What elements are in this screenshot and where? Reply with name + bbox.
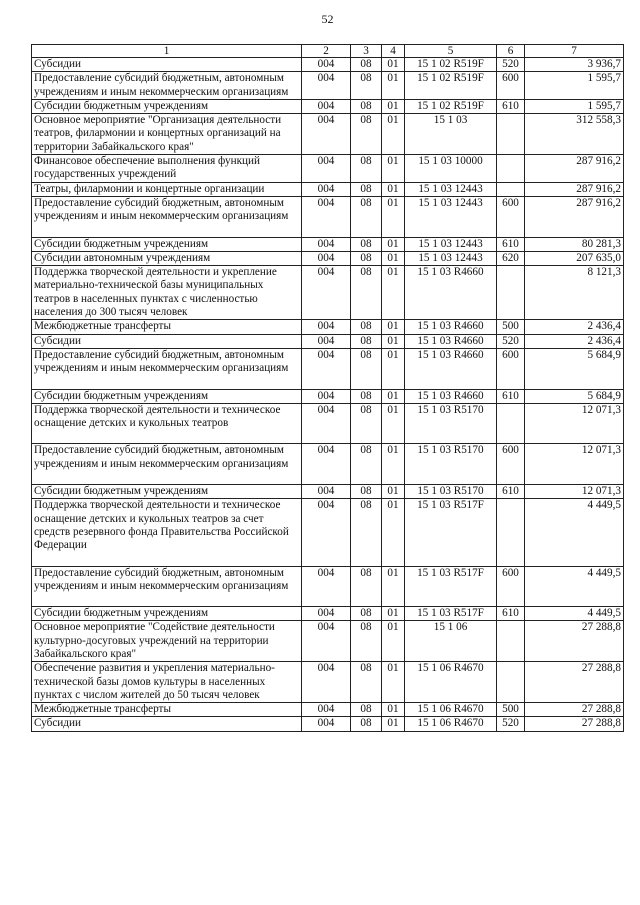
row-target-code: 15 1 03 R4660 bbox=[405, 334, 497, 348]
table-row bbox=[32, 607, 624, 621]
row-expense-type bbox=[497, 155, 525, 183]
table-row bbox=[32, 237, 624, 251]
row-subsection-code: 01 bbox=[382, 196, 405, 237]
row-admin-code: 004 bbox=[302, 717, 351, 731]
row-expense-type: 500 bbox=[497, 320, 525, 334]
row-admin-code: 004 bbox=[302, 621, 351, 662]
row-amount: 27 288,8 bbox=[525, 621, 624, 662]
row-admin-code: 004 bbox=[302, 114, 351, 155]
row-name: Поддержка творческой деятельности и техническое оснащение детских и кукольных театров за счет средств резервного фонда Правительства Российской Федерации bbox=[32, 499, 302, 566]
row-name: Предоставление субсидий бюджетным, автономным учреждениям и иным некоммерческим организациям bbox=[32, 196, 302, 237]
table-row bbox=[32, 403, 624, 444]
row-amount: 27 288,8 bbox=[525, 703, 624, 717]
row-name: Субсидии бюджетным учреждениям bbox=[32, 485, 302, 499]
row-amount: 2 436,4 bbox=[525, 320, 624, 334]
row-name: Финансовое обеспечение выполнения функций государственных учреждений bbox=[32, 155, 302, 183]
row-expense-type: 520 bbox=[497, 334, 525, 348]
row-expense-type: 600 bbox=[497, 348, 525, 389]
row-amount: 207 635,0 bbox=[525, 251, 624, 265]
table-row bbox=[32, 499, 624, 566]
row-subsection-code: 01 bbox=[382, 99, 405, 113]
col-header: 6 bbox=[497, 45, 525, 58]
row-target-code: 15 1 03 R4660 bbox=[405, 348, 497, 389]
row-section-code: 08 bbox=[351, 717, 382, 731]
row-name: Поддержка творческой деятельности и укрепление материально-технической базы муниципальных театров в населенных пунктах с численностью населения до 300 тысяч человек bbox=[32, 266, 302, 320]
col-header: 5 bbox=[405, 45, 497, 58]
row-subsection-code: 01 bbox=[382, 334, 405, 348]
row-target-code: 15 1 03 12443 bbox=[405, 182, 497, 196]
row-expense-type: 600 bbox=[497, 566, 525, 607]
row-expense-type: 600 bbox=[497, 444, 525, 485]
row-name: Субсидии бюджетным учреждениям bbox=[32, 389, 302, 403]
row-subsection-code: 01 bbox=[382, 621, 405, 662]
row-name: Межбюджетные трансферты bbox=[32, 320, 302, 334]
row-target-code: 15 1 06 R4670 bbox=[405, 717, 497, 731]
row-target-code: 15 1 03 R5170 bbox=[405, 403, 497, 444]
row-admin-code: 004 bbox=[302, 403, 351, 444]
row-expense-type bbox=[497, 266, 525, 320]
row-subsection-code: 01 bbox=[382, 114, 405, 155]
row-name: Основное мероприятие "Организация деятельности театров, филармонии и концертных организаций на территории Забайкальского края" bbox=[32, 114, 302, 155]
row-subsection-code: 01 bbox=[382, 444, 405, 485]
row-expense-type: 600 bbox=[497, 72, 525, 100]
row-subsection-code: 01 bbox=[382, 348, 405, 389]
row-expense-type: 620 bbox=[497, 251, 525, 265]
row-amount: 4 449,5 bbox=[525, 607, 624, 621]
row-amount: 5 684,9 bbox=[525, 389, 624, 403]
row-subsection-code: 01 bbox=[382, 251, 405, 265]
row-admin-code: 004 bbox=[302, 251, 351, 265]
row-subsection-code: 01 bbox=[382, 58, 405, 72]
row-subsection-code: 01 bbox=[382, 485, 405, 499]
row-subsection-code: 01 bbox=[382, 237, 405, 251]
table-row bbox=[32, 444, 624, 485]
row-target-code: 15 1 03 R4660 bbox=[405, 320, 497, 334]
row-name: Предоставление субсидий бюджетным, автономным учреждениям и иным некоммерческим организациям bbox=[32, 348, 302, 389]
row-admin-code: 004 bbox=[302, 182, 351, 196]
budget-table bbox=[31, 44, 624, 732]
row-name: Межбюджетные трансферты bbox=[32, 703, 302, 717]
row-target-code: 15 1 03 10000 bbox=[405, 155, 497, 183]
row-target-code: 15 1 03 12443 bbox=[405, 251, 497, 265]
row-amount: 8 121,3 bbox=[525, 266, 624, 320]
row-section-code: 08 bbox=[351, 251, 382, 265]
table-row bbox=[32, 251, 624, 265]
row-admin-code: 004 bbox=[302, 58, 351, 72]
row-admin-code: 004 bbox=[302, 72, 351, 100]
row-subsection-code: 01 bbox=[382, 72, 405, 100]
row-target-code: 15 1 03 12443 bbox=[405, 237, 497, 251]
row-target-code: 15 1 06 bbox=[405, 621, 497, 662]
table-row bbox=[32, 662, 624, 703]
table-row bbox=[32, 196, 624, 237]
row-expense-type: 520 bbox=[497, 58, 525, 72]
row-target-code: 15 1 02 R519F bbox=[405, 58, 497, 72]
row-target-code: 15 1 03 12443 bbox=[405, 196, 497, 237]
row-admin-code: 004 bbox=[302, 566, 351, 607]
row-admin-code: 004 bbox=[302, 155, 351, 183]
row-section-code: 08 bbox=[351, 72, 382, 100]
row-section-code: 08 bbox=[351, 237, 382, 251]
row-name: Предоставление субсидий бюджетным, автономным учреждениям и иным некоммерческим организациям bbox=[32, 444, 302, 485]
row-target-code: 15 1 03 R5170 bbox=[405, 485, 497, 499]
row-expense-type bbox=[497, 499, 525, 566]
row-subsection-code: 01 bbox=[382, 389, 405, 403]
row-name: Субсидии бюджетным учреждениям bbox=[32, 607, 302, 621]
row-expense-type: 610 bbox=[497, 389, 525, 403]
row-section-code: 08 bbox=[351, 114, 382, 155]
row-subsection-code: 01 bbox=[382, 403, 405, 444]
row-expense-type bbox=[497, 621, 525, 662]
row-admin-code: 004 bbox=[302, 320, 351, 334]
row-amount: 27 288,8 bbox=[525, 717, 624, 731]
row-name: Поддержка творческой деятельности и техническое оснащение детских и кукольных театров bbox=[32, 403, 302, 444]
row-amount: 27 288,8 bbox=[525, 662, 624, 703]
row-admin-code: 004 bbox=[302, 389, 351, 403]
row-subsection-code: 01 bbox=[382, 320, 405, 334]
table-row bbox=[32, 348, 624, 389]
table-row bbox=[32, 72, 624, 100]
row-section-code: 08 bbox=[351, 566, 382, 607]
table-row bbox=[32, 703, 624, 717]
row-target-code: 15 1 03 R517F bbox=[405, 566, 497, 607]
row-target-code: 15 1 02 R519F bbox=[405, 99, 497, 113]
col-header: 3 bbox=[351, 45, 382, 58]
row-subsection-code: 01 bbox=[382, 717, 405, 731]
table-row bbox=[32, 566, 624, 607]
header-row bbox=[32, 45, 624, 58]
row-admin-code: 004 bbox=[302, 703, 351, 717]
row-amount: 3 936,7 bbox=[525, 58, 624, 72]
row-subsection-code: 01 bbox=[382, 703, 405, 717]
table-row bbox=[32, 621, 624, 662]
row-name: Основное мероприятие "Содействие деятельности культурно-досуговых учреждений на территории Забайкальского края" bbox=[32, 621, 302, 662]
row-name: Предоставление субсидий бюджетным, автономным учреждениям и иным некоммерческим организациям bbox=[32, 72, 302, 100]
table-row bbox=[32, 266, 624, 320]
table-row bbox=[32, 182, 624, 196]
row-subsection-code: 01 bbox=[382, 499, 405, 566]
page-number: 52 bbox=[321, 12, 334, 26]
row-admin-code: 004 bbox=[302, 662, 351, 703]
row-subsection-code: 01 bbox=[382, 182, 405, 196]
row-name: Субсидии bbox=[32, 717, 302, 731]
row-admin-code: 004 bbox=[302, 348, 351, 389]
row-name: Предоставление субсидий бюджетным, автономным учреждениям и иным некоммерческим организациям bbox=[32, 566, 302, 607]
col-header: 1 bbox=[32, 45, 302, 58]
row-amount: 1 595,7 bbox=[525, 72, 624, 100]
row-section-code: 08 bbox=[351, 389, 382, 403]
row-expense-type: 520 bbox=[497, 717, 525, 731]
row-admin-code: 004 bbox=[302, 196, 351, 237]
row-expense-type: 600 bbox=[497, 196, 525, 237]
row-admin-code: 004 bbox=[302, 485, 351, 499]
row-section-code: 08 bbox=[351, 182, 382, 196]
table-row bbox=[32, 485, 624, 499]
row-admin-code: 004 bbox=[302, 237, 351, 251]
row-subsection-code: 01 bbox=[382, 155, 405, 183]
row-section-code: 08 bbox=[351, 621, 382, 662]
row-amount: 80 281,3 bbox=[525, 237, 624, 251]
row-amount: 287 916,2 bbox=[525, 155, 624, 183]
col-header: 4 bbox=[382, 45, 405, 58]
row-target-code: 15 1 06 R4670 bbox=[405, 662, 497, 703]
row-subsection-code: 01 bbox=[382, 566, 405, 607]
row-section-code: 08 bbox=[351, 485, 382, 499]
table-row bbox=[32, 114, 624, 155]
row-amount: 5 684,9 bbox=[525, 348, 624, 389]
row-amount: 2 436,4 bbox=[525, 334, 624, 348]
col-header: 7 bbox=[525, 45, 624, 58]
row-target-code: 15 1 03 R5170 bbox=[405, 444, 497, 485]
row-expense-type: 610 bbox=[497, 485, 525, 499]
row-name: Субсидии bbox=[32, 334, 302, 348]
row-section-code: 08 bbox=[351, 99, 382, 113]
row-amount: 4 449,5 bbox=[525, 499, 624, 566]
row-expense-type bbox=[497, 182, 525, 196]
row-section-code: 08 bbox=[351, 499, 382, 566]
row-admin-code: 004 bbox=[302, 444, 351, 485]
row-amount: 287 916,2 bbox=[525, 196, 624, 237]
row-subsection-code: 01 bbox=[382, 662, 405, 703]
row-expense-type: 500 bbox=[497, 703, 525, 717]
row-target-code: 15 1 03 bbox=[405, 114, 497, 155]
row-amount: 12 071,3 bbox=[525, 403, 624, 444]
row-subsection-code: 01 bbox=[382, 266, 405, 320]
row-target-code: 15 1 03 R517F bbox=[405, 499, 497, 566]
table-row bbox=[32, 320, 624, 334]
row-section-code: 08 bbox=[351, 320, 382, 334]
row-amount: 4 449,5 bbox=[525, 566, 624, 607]
row-target-code: 15 1 03 R4660 bbox=[405, 389, 497, 403]
row-expense-type bbox=[497, 662, 525, 703]
row-section-code: 08 bbox=[351, 703, 382, 717]
row-expense-type: 610 bbox=[497, 99, 525, 113]
row-admin-code: 004 bbox=[302, 334, 351, 348]
row-expense-type: 610 bbox=[497, 607, 525, 621]
row-section-code: 08 bbox=[351, 403, 382, 444]
row-target-code: 15 1 06 R4670 bbox=[405, 703, 497, 717]
row-section-code: 08 bbox=[351, 334, 382, 348]
row-target-code: 15 1 02 R519F bbox=[405, 72, 497, 100]
row-expense-type bbox=[497, 114, 525, 155]
row-name: Субсидии бюджетным учреждениям bbox=[32, 99, 302, 113]
row-amount: 1 595,7 bbox=[525, 99, 624, 113]
table-row bbox=[32, 155, 624, 183]
row-target-code: 15 1 03 R517F bbox=[405, 607, 497, 621]
row-amount: 312 558,3 bbox=[525, 114, 624, 155]
row-section-code: 08 bbox=[351, 662, 382, 703]
row-admin-code: 004 bbox=[302, 499, 351, 566]
table-row bbox=[32, 717, 624, 731]
row-admin-code: 004 bbox=[302, 266, 351, 320]
row-amount: 12 071,3 bbox=[525, 485, 624, 499]
row-amount: 287 916,2 bbox=[525, 182, 624, 196]
row-section-code: 08 bbox=[351, 348, 382, 389]
table-row bbox=[32, 389, 624, 403]
row-admin-code: 004 bbox=[302, 99, 351, 113]
row-section-code: 08 bbox=[351, 607, 382, 621]
row-section-code: 08 bbox=[351, 266, 382, 320]
row-admin-code: 004 bbox=[302, 607, 351, 621]
table-row bbox=[32, 58, 624, 72]
row-amount: 12 071,3 bbox=[525, 444, 624, 485]
row-name: Обеспечение развития и укрепления материально-технической базы домов культуры в населенных пунктах с числом жителей до 50 тысяч человек bbox=[32, 662, 302, 703]
row-expense-type bbox=[497, 403, 525, 444]
row-subsection-code: 01 bbox=[382, 607, 405, 621]
row-section-code: 08 bbox=[351, 155, 382, 183]
row-name: Субсидии бюджетным учреждениям bbox=[32, 237, 302, 251]
row-section-code: 08 bbox=[351, 444, 382, 485]
table-row bbox=[32, 334, 624, 348]
row-name: Субсидии автономным учреждениям bbox=[32, 251, 302, 265]
row-name: Театры, филармонии и концертные организации bbox=[32, 182, 302, 196]
row-target-code: 15 1 03 R4660 bbox=[405, 266, 497, 320]
table-row bbox=[32, 99, 624, 113]
row-expense-type: 610 bbox=[497, 237, 525, 251]
col-header: 2 bbox=[302, 45, 351, 58]
row-section-code: 08 bbox=[351, 196, 382, 237]
row-section-code: 08 bbox=[351, 58, 382, 72]
row-name: Субсидии bbox=[32, 58, 302, 72]
